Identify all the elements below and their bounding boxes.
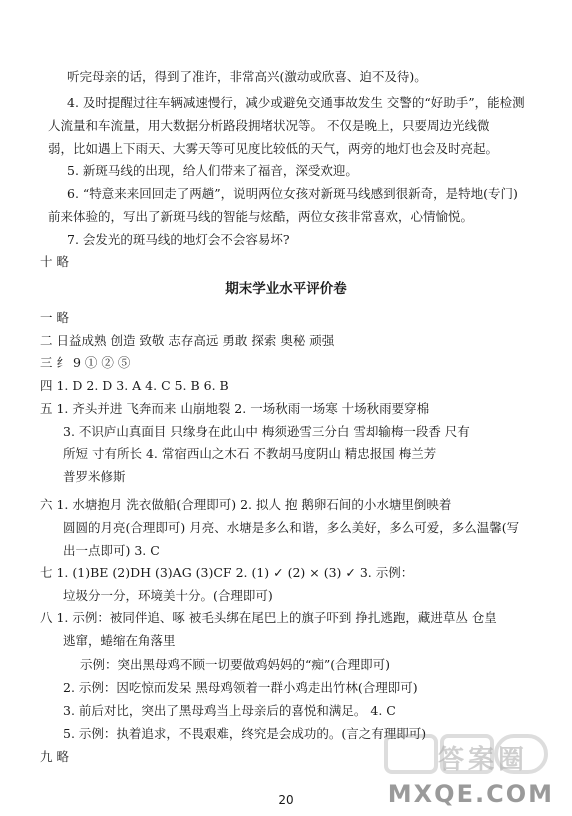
text-line: 6. “特意来来回回走了两趟”，说明两位女孩对新斑马线感到很新奇，是特地(专门) [67,186,518,201]
text-line: 所短 寸有所长 4. 常宿西山之木石 不教胡马度阴山 精忠报国 梅兰芳 [63,446,437,461]
text-line: 4. 及时提醒过往车辆减速慢行，减少或避免交通事故发生 交警的“好助手”，能检测 [67,95,525,110]
text-line: 逃窜，蜷缩在角落里 [63,633,176,648]
page-number: 20 [278,793,294,807]
text-line: 一 略 [40,310,69,325]
text-line: 3. 前后对比，突出了黑母鸡当上母亲后的喜悦和满足。 4. C [63,703,396,718]
watermark-top: 答案圈 [437,745,528,775]
text-line: 3. 不识庐山真面目 只缘身在此山中 梅须逊雪三分白 雪却输梅一段香 尺有 [63,424,470,439]
text-line: 十 略 [40,254,69,269]
text-line: 九 略 [40,749,69,764]
text-line: 三 纟 9 ① ② ⑤ [40,355,131,370]
section-title: 期末学业水平评价卷 [225,281,347,297]
text-line: 圆圆的月亮(合理即可) 月亮、水塘是多么和谐，多么美好，多么可爱，多么温馨(写 [63,520,520,535]
text-line: 七 1. (1)BE (2)DH (3)AG (3)CF 2. (1) ✓ (2) × (3) ✓ 3. 示例： [40,565,414,580]
text-line: 垃圾分一分，环境美十分。(合理即可) [63,588,273,603]
text-line: 前来体验的，写出了新斑马线的智能与炫酷，两位女孩非常喜欢，心情愉悦。 [48,209,474,224]
text-line: 出一点即可) 3. C [63,543,160,558]
text-line: 四 1. D 2. D 3. A 4. C 5. B 6. B [40,378,229,393]
text-line: 5. 示例：执着追求，不畏艰难，终究是会成功的。(言之有理即可) [63,726,427,741]
text-line: 八 1. 示例：被同伴追、啄 被毛头绑在尾巴上的旗子吓到 挣扎逃跑，藏进草丛 仓皇 [40,610,497,625]
text-line: 听完母亲的话，得到了准许，非常高兴(激动或欣喜、迫不及待)。 [67,69,427,84]
text-line: 弱，比如遇上下雨天、大雾天等可见度比较低的天气，两旁的地灯也会及时亮起。 [48,141,499,156]
text-line: 二 日益成熟 创造 致敬 志存高远 勇敢 探索 奥秘 顽强 [40,333,335,348]
text-line: 7. 会发光的斑马线的地灯会不会容易坏? [67,232,290,247]
text-line: 六 1. 水塘抱月 洗衣做船(合理即可) 2. 拟人 抱 鹅卵石间的小水塘里倒映着 [40,497,452,512]
watermark-text: MXQE.COM [387,780,554,808]
text-line: 2. 示例：因吃惊而发呆 黑母鸡领着一群小鸡走出竹林(合理即可) [63,680,418,695]
text-line: 五 1. 齐头并进 飞奔而来 山崩地裂 2. 一场秋雨一场寒 十场秋雨要穿棉 [40,401,430,416]
text-line: 示例：突出黑母鸡不顾一切要做鸡妈妈的“痴”(合理即可) [80,657,391,672]
text-line: 5. 新斑马线的出现，给人们带来了福音，深受欢迎。 [67,163,358,178]
text-line: 普罗米修斯 [63,469,126,484]
text-line: 人流量和车流量，用大数据分析路段拥堵状况等。 不仅是晚上，只要周边光线微 [48,118,490,133]
